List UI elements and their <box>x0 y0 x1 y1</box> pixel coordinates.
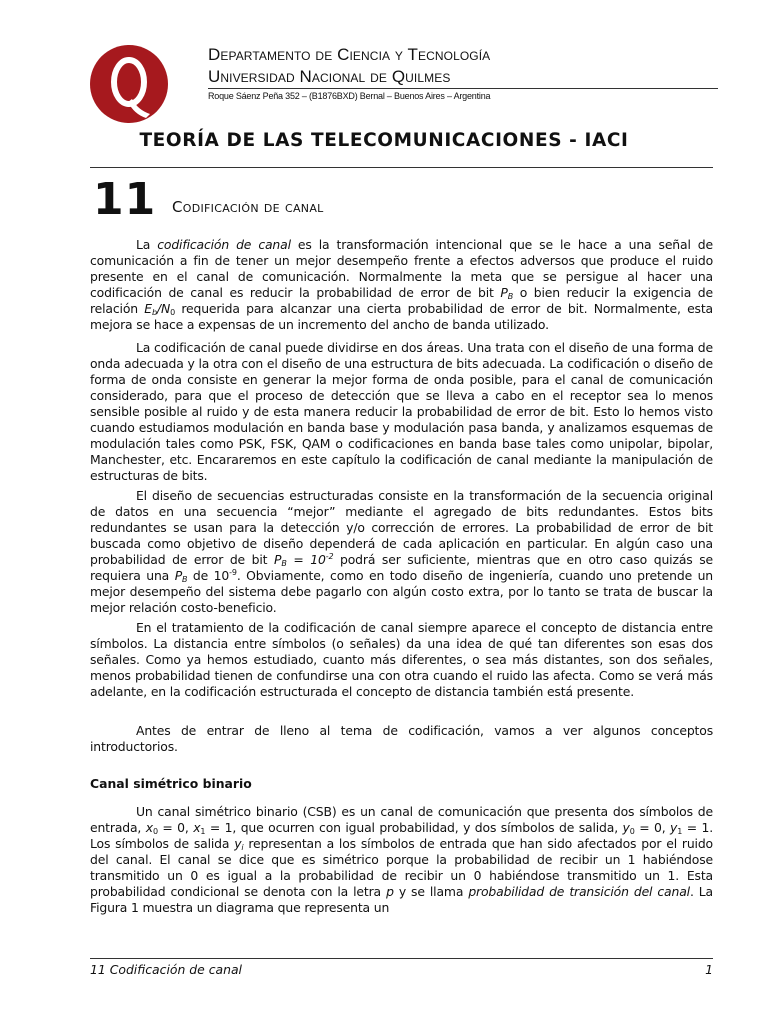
chapter-number: 11 <box>93 174 157 225</box>
paragraph-3: El diseño de secuencias estructuradas consiste en la transformación de la secuencia original de datos en una secuencia “mejor” mediante el agregado de bits redundantes. Estos bits redundantes se usan para la detección y/o corrección de errores. La probabilidad de error de bit buscada como objetivo de diseño dependerá de cada aplicación en particular. En algún caso una probabilidad de error de bit $P_B = 10^{-2}$ podrá ser suficiente, mientras que en otro caso quizás se requiera una $P_B$ de $10^{-9}$. Obviamente, como en todo diseño de ingeniería, cuando uno pretende un mejor desempeño del sistema debe pagarlo con algún costo extra, por lo tanto se trata de buscar la mejor relación costo-beneficio. <box>90 488 714 615</box>
title-divider <box>90 167 713 168</box>
footer-chapter: 11 Codificación de canal <box>90 962 243 977</box>
university-logo <box>88 44 170 124</box>
paragraph-2: La codificación de canal puede dividirse en dos áreas. Una trata con el diseño de una forma de onda adecuada y la otra con el diseño de una estructura de bits adecuada. La codificación o diseño de forma de onda consiste en generar la mejor forma de onda posible, para el canal de comunicación considerado, para que el proceso de detección que se lleva a cabo en el receptor sea lo menos sensible posible al ruido y de esta manera reducir la probabilidad de error de bit. Esto lo hemos visto cuando estudiamos modulación en banda base y modulación pasa banda, y analizamos esquemas de modulación tales como PSK, FSK, QAM o codificaciones en banda base tales como unipolar, bipolar, Manchester, etc. Encararemos en este capítulo la codificación de canal mediante la manipulación de estructuras de bits. <box>90 340 713 483</box>
footer-divider <box>90 958 713 959</box>
paragraph-4: En el tratamiento de la codificación de canal siempre aparece el concepto de distancia entre símbolos. La distancia entre símbolos (o señales) da una idea de qué tan diferentes son esas dos señales. Como ya hemos estudiado, cuanto más diferentes, o sea más distantes, son dos señales, menos probabilidad tienen de confundirse una con otra cuando el ruido las afecta. Como se verá más adelante, en la codificación estructurada el concepto de distancia también está presente. <box>90 620 713 699</box>
department-header <box>208 44 490 88</box>
section-heading: Canal simétrico binario <box>90 776 252 791</box>
paragraph-6: Un canal simétrico binario (CSB) es un canal de comunicación que presenta dos símbolos de entrada, $x_0 = 0$, $x_1 = 1$, que ocurren con igual probabilidad, y dos símbolos de salida, $y_0 = 0$, $y_1 = 1$. Los símbolos de salida $y_i$ representan a los símbolos de entrada que han sido afectados por el ruido del canal. El canal se dice que es simétrico porque la probabilidad de recibir un 1 habiéndose transmitido un 0 es igual a la probabilidad de recibir un 0 habiéndose transmitido un 1. Esta probabilidad condicional se denota con la letra p y se llama probabilidad de transición del canal. La Figura 1 muestra un diagrama que representa un <box>90 804 713 915</box>
department-name: Departamento de Ciencia y Tecnología <box>208 45 491 64</box>
chapter-title: Codificación de canal <box>172 198 324 216</box>
course-title: TEORÍA DE LAS TELECOMUNICACIONES - IACI <box>139 130 629 151</box>
paragraph-1: La codificación de canal es la transformación intencional que se le hace a una señal de comunicación a fin de tener un mejor desempeño frente a efectos adversos que produce el ruido presente en el canal de comunicación. Normalmente la meta que se persigue al hacer una codificación de canal es reducir la probabilidad de error de bit $P_B$ o bien reducir la exigencia de relación $E_b/N_0$ requerida para alcanzar una cierta probabilidad de error de bit. Normalmente, esta mejora se hace a expensas de un incremento del ancho de banda utilizado. <box>90 237 713 332</box>
address: Roque Sáenz Peña 352 – (B1876BXD) Bernal – Buenos Aires – Argentina <box>208 91 491 101</box>
address-block <box>208 89 490 103</box>
university-name: Universidad Nacional de Quilmes <box>208 67 451 86</box>
page-number: 1 <box>705 962 713 977</box>
paragraph-5: Antes de entrar de lleno al tema de codificación, vamos a ver algunos conceptos introductorios. <box>90 723 713 754</box>
